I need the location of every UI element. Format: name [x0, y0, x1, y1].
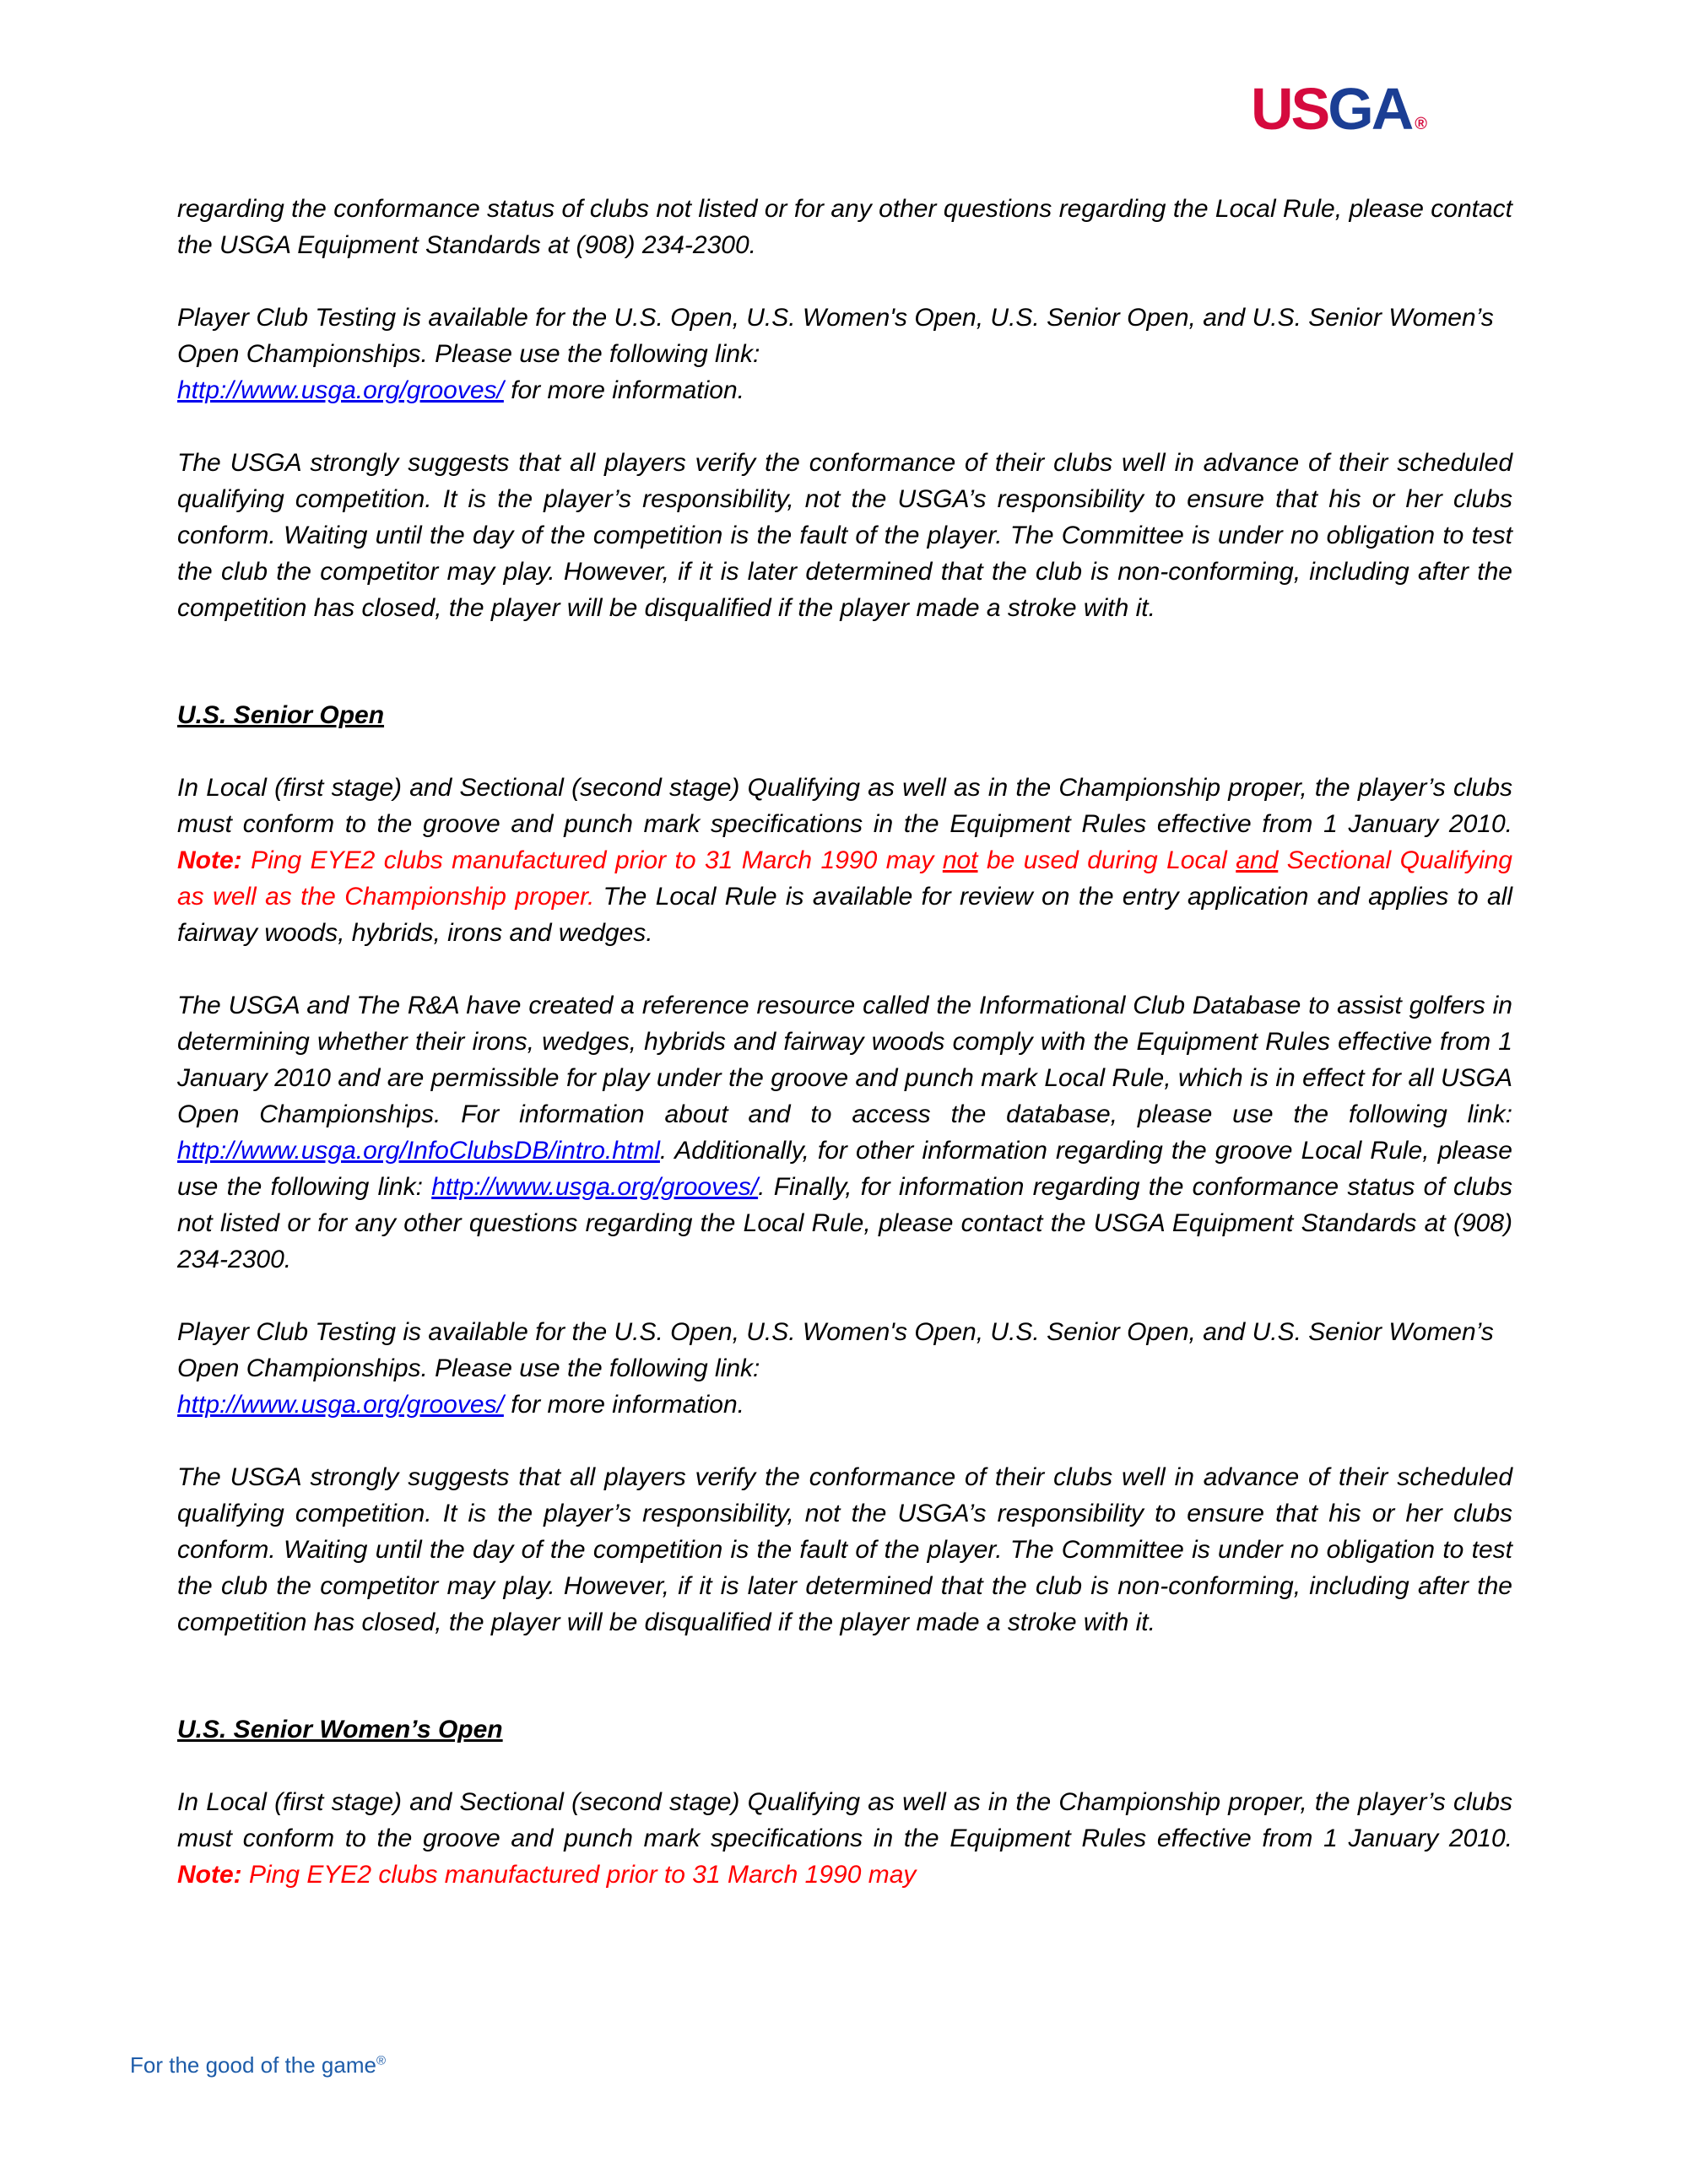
paragraph-text: The USGA strongly suggests that all players verify the conformance of their clubs well in advance of their scheduled qualifying competition. It is the player’s responsibility, not the USGA’s responsibility to ensure that his or her clubs conform. Waiting until the day of the competition is the fault of the player. The Committee is under no obligation to test the club the competitor may play. However, if it is later determined that the club is non-conforming, including after the competition has closed, the player will be disqualified if the player made a stroke with it. [177, 449, 1512, 622]
paragraph-usga-suggests [177, 445, 1512, 626]
paragraph-text: Player Club Testing is available for the U.S. Open, U.S. Women's Open, U.S. Senior Open, and U.S. Senior Women’s Open Championships. Please use the following link: [177, 1318, 1494, 1382]
heading-text: U.S. Senior Women’s Open [177, 1716, 503, 1743]
paragraph-text: Player Club Testing is available for the U.S. Open, U.S. Women's Open, U.S. Senior Open, and U.S. Senior Women’s Open Championships. Please use the following link: [177, 304, 1494, 368]
paragraph-text: for more information. [503, 376, 744, 404]
paragraph-text: The Local Rule is available for review on the entry application and applies to all fairway woods, hybrids, irons and wedges. [177, 883, 1512, 947]
grooves-link[interactable]: http://www.usga.org/grooves/ [177, 376, 504, 404]
paragraph-player-club-testing [177, 300, 1512, 408]
paragraph-text: In Local (first stage) and Sectional (second stage) Qualifying as well as in the Championship proper, the player’s clubs must conform to the groove and punch mark specifications in the Equipment Rules effective from 1 January 2010. [177, 1788, 1512, 1852]
note-text: be used during Local [977, 846, 1236, 874]
paragraph-equipment-rules-senior-open [177, 770, 1512, 951]
paragraph-club-database [177, 987, 1512, 1278]
grooves-link[interactable]: http://www.usga.org/grooves/ [431, 1173, 759, 1201]
footer-tagline-text: For the good of the game [130, 2052, 376, 2078]
heading-us-senior-womens-open [177, 1711, 1512, 1748]
paragraph-player-club-testing [177, 1314, 1512, 1423]
note-text: Ping EYE2 clubs manufactured prior to 31 March 1990 may [241, 846, 943, 874]
paragraph-text: The USGA strongly suggests that all players verify the conformance of their clubs well in advance of their scheduled qualifying competition. It is the player’s responsibility, not the USGA’s responsibility to ensure that his or her clubs conform. Waiting until the day of the competition is the fault of the player. The Committee is under no obligation to test the club the competitor may play. However, if it is later determined that the club is non-conforming, including after the competition has closed, the player will be disqualified if the player made a stroke with it. [177, 1463, 1512, 1636]
registered-mark-icon: ® [376, 2053, 387, 2068]
note-label: Note: [177, 846, 242, 874]
paragraph-text: The USGA and The R&A have created a reference resource called the Informational Club Database to assist golfers in determining whether their irons, wedges, hybrids and fairway woods comply with the Equipment Rules effective from 1 January 2010 and are permissible for play under the groove and punch mark Local Rule, which is in effect for all USGA Open Championships. For information about and to access the database, please use the following link: [177, 992, 1512, 1128]
note-underlined-and: and [1236, 846, 1279, 874]
heading-text: U.S. Senior Open [177, 701, 385, 729]
paragraph-text: In Local (first stage) and Sectional (second stage) Qualifying as well as in the Championship proper, the player’s clubs must conform to the groove and punch mark specifications in the Equipment Rules effective from 1 January 2010. [177, 774, 1512, 838]
note-text: Ping EYE2 clubs manufactured prior to 31 March 1990 may [241, 1861, 917, 1889]
infoclubsdb-link[interactable]: http://www.usga.org/InfoClubsDB/intro.html [177, 1137, 660, 1165]
paragraph-usga-suggests [177, 1459, 1512, 1641]
paragraph-text: regarding the conformance status of clubs not listed or for any other questions regarding the Local Rule, please contact the USGA Equipment Standards at (908) 234-2300. [177, 195, 1512, 259]
footer-tagline [130, 2052, 386, 2079]
grooves-link[interactable]: http://www.usga.org/grooves/ [177, 1391, 504, 1419]
paragraph-text: . Additionally, for other information regarding the groove Local Rule, please use the following link: [177, 1137, 1512, 1201]
document-content [177, 191, 1512, 1929]
note-text: Sectional Qualifying as well as the Championship proper. [177, 846, 1512, 911]
usga-logo-us: US [1251, 76, 1328, 142]
paragraph-text: . Finally, for information regarding the conformance status of clubs not listed or for any other questions regarding the Local Rule, please contact the USGA Equipment Standards at (908) 234-2300. [177, 1173, 1512, 1273]
paragraph-text: for more information. [503, 1391, 744, 1419]
usga-logo [1251, 76, 1427, 142]
paragraph-conformance-contact [177, 191, 1512, 263]
paragraph-equipment-rules-senior-womens-open [177, 1784, 1512, 1893]
registered-mark-icon: ® [1415, 115, 1427, 133]
note-label: Note: [177, 1861, 242, 1889]
usga-logo-ga: GA [1328, 76, 1412, 142]
note-underlined-not: not [942, 846, 978, 874]
heading-us-senior-open [177, 697, 1512, 733]
